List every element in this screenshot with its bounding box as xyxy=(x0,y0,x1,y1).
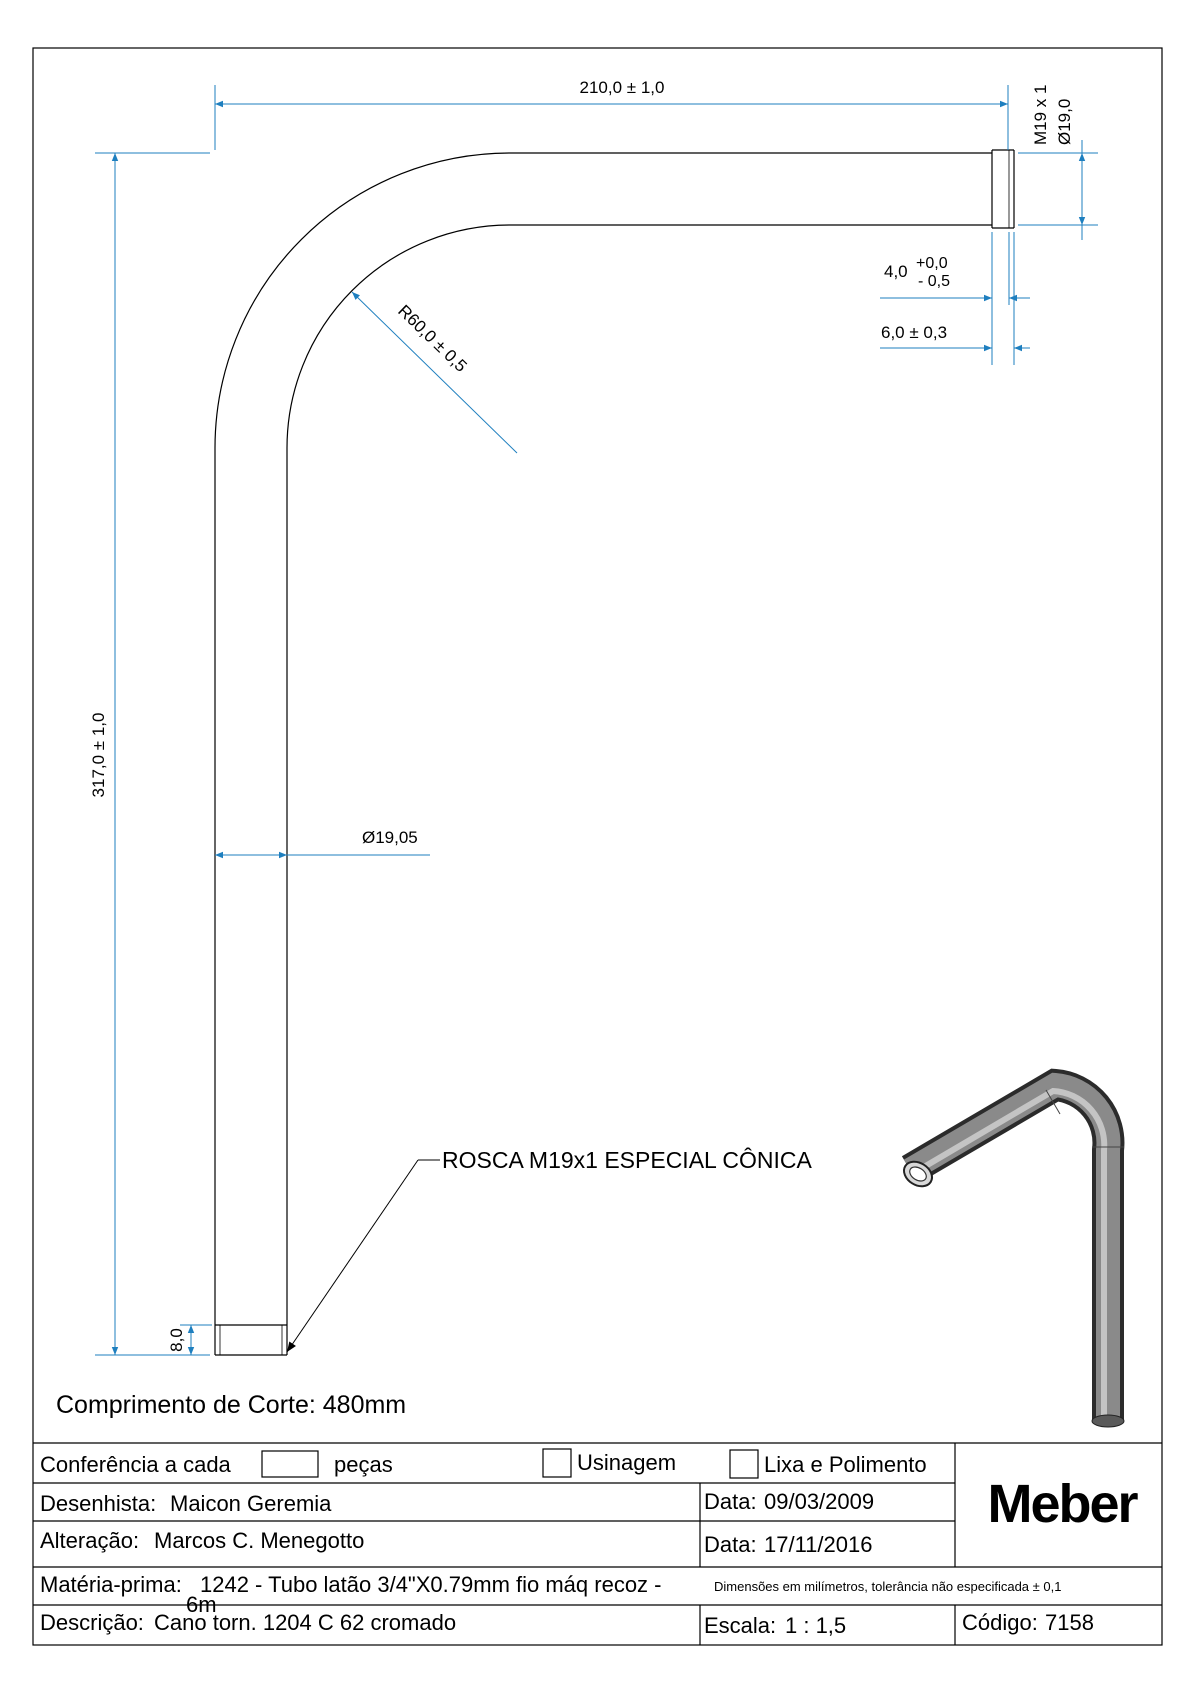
change-label: Alteração: xyxy=(40,1528,140,1553)
description-value: Cano torn. 1204 C 62 cromado xyxy=(154,1610,457,1635)
outer-contour xyxy=(215,153,992,1355)
scale-value: 1 : 1,5 xyxy=(785,1613,847,1638)
dim-thread-length-text: 6,0 ± 0,3 xyxy=(881,323,948,342)
dim-thread-diameter-text: Ø19,0 xyxy=(1055,98,1074,145)
dim-thread-depth-lower: - 0,5 xyxy=(918,273,951,290)
cut-length-text: Comprimento de Corte: 480mm xyxy=(56,1391,407,1419)
meber-logo: Meber xyxy=(987,1474,1137,1534)
dim-thread-label: M19 x 1 xyxy=(1031,84,1050,145)
dim-radius-text: R60,0 ± 0,5 xyxy=(394,301,471,376)
inspection-suffix: peças xyxy=(334,1452,393,1477)
dim-tube-diameter-text: Ø19,05 xyxy=(362,828,418,847)
machining-label: Usinagem xyxy=(577,1450,677,1475)
material-line1: 1242 - Tubo latão 3/4"X0.79mm fio máq recoz - xyxy=(200,1572,662,1597)
description-label: Descrição: xyxy=(40,1610,144,1635)
dim-width-text: 210,0 ± 1,0 xyxy=(579,78,665,97)
material-label: Matéria-prima: xyxy=(40,1572,182,1597)
thread-callout xyxy=(287,1146,812,1352)
dim-bottom-thread-text: 8,0 xyxy=(167,1328,186,1352)
date2-label: Data: xyxy=(704,1532,757,1557)
inspection-prefix: Conferência a cada xyxy=(40,1452,231,1477)
callout-text: ROSCA M19x1 ESPECIAL CÔNICA xyxy=(442,1147,812,1173)
code-value: 7158 xyxy=(1045,1610,1094,1635)
inspection-quantity-field[interactable] xyxy=(262,1451,318,1477)
date2-value: 17/11/2016 xyxy=(764,1532,873,1557)
inner-contour xyxy=(287,225,992,1355)
drafter-name: Maicon Geremia xyxy=(170,1491,332,1516)
polishing-label: Lixa e Polimento xyxy=(764,1452,927,1477)
dim-thread-depth-upper: +0,0 xyxy=(916,255,948,272)
polishing-checkbox[interactable] xyxy=(730,1450,758,1478)
material-line2: 6m xyxy=(186,1592,217,1617)
dim-thread-depth-text: 4,0 xyxy=(884,262,908,281)
scale-label: Escala: xyxy=(704,1613,777,1638)
changer-name: Marcos C. Menegotto xyxy=(154,1528,365,1553)
dim-radius-leader xyxy=(352,292,517,453)
machining-checkbox[interactable] xyxy=(543,1449,571,1477)
tube-3d-render xyxy=(899,1085,1124,1427)
tolerance-note: Dimensões em milímetros, tolerância não especificada ± 0,1 xyxy=(714,1579,1062,1594)
code-label: Código: xyxy=(962,1610,1038,1635)
dim-height-text: 317,0 ± 1,0 xyxy=(89,712,108,798)
date1-value: 09/03/2009 xyxy=(764,1489,875,1514)
drafter-label: Desenhista: xyxy=(40,1491,157,1516)
date1-label: Data: xyxy=(704,1489,757,1514)
